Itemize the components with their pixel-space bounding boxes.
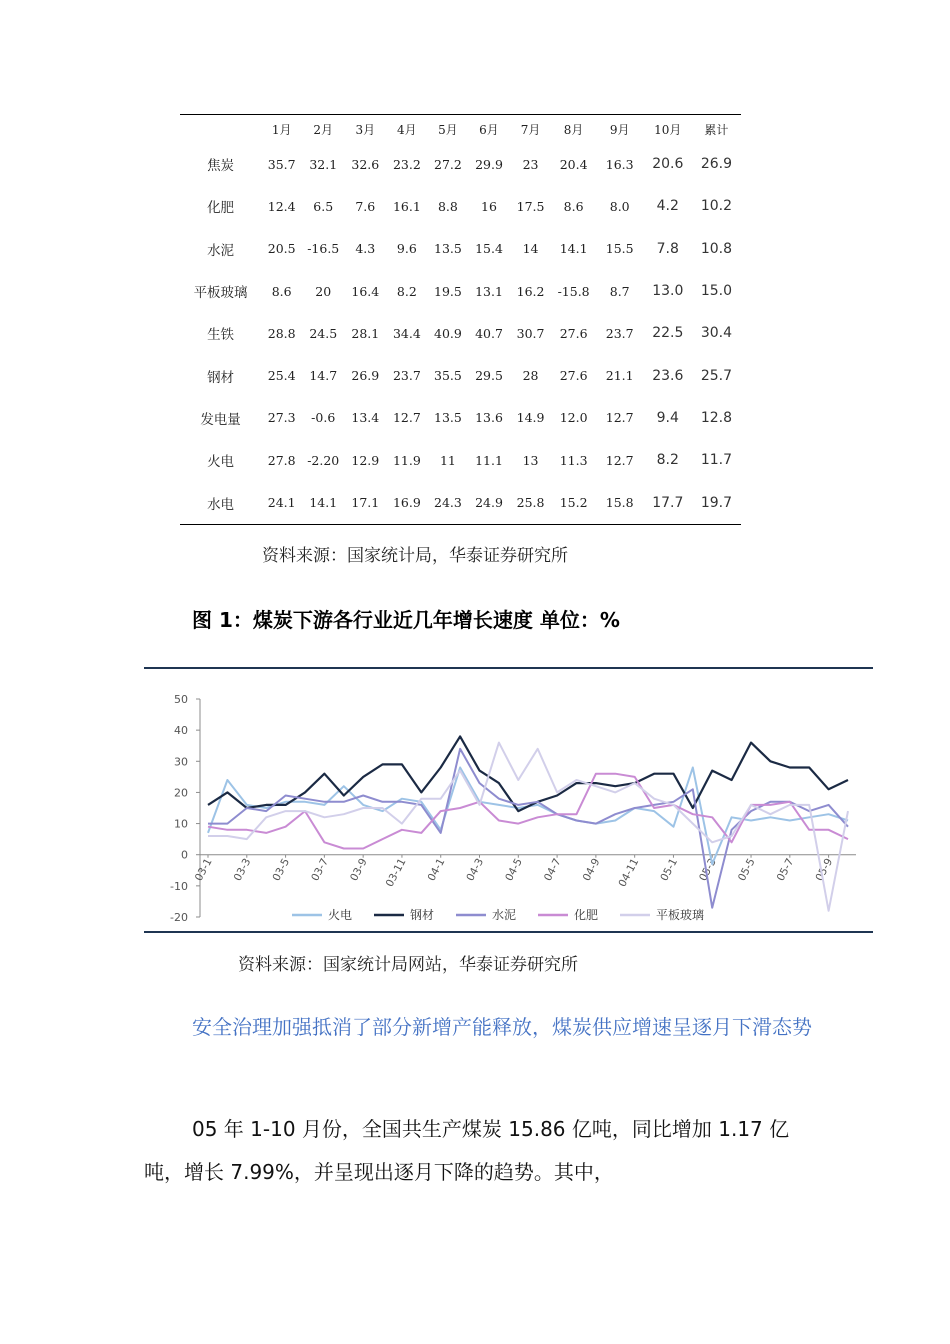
table-cell: 15.2 <box>559 495 588 511</box>
table-cell: 23.7 <box>605 325 634 341</box>
x-tick-label: 05-9 <box>813 856 836 884</box>
table-cell: 13.4 <box>351 410 380 426</box>
table-cell: 35.7 <box>267 156 296 172</box>
header-corner <box>180 115 261 143</box>
table-cell: 13.0 <box>652 283 684 300</box>
line-chart <box>144 667 873 933</box>
x-tick-label: 05-5 <box>735 856 758 884</box>
table-cell: 23.2 <box>392 156 421 172</box>
table-cell: 4.3 <box>355 241 376 257</box>
table-cell: 16.9 <box>392 495 421 511</box>
table-cell: 27.6 <box>559 325 588 341</box>
table-cell: 30.4 <box>700 325 732 342</box>
x-tick-label: 04-1 <box>425 856 448 884</box>
table-cell: 23.7 <box>392 368 421 384</box>
column-header: 9月 <box>609 122 630 137</box>
table-cell: 35.5 <box>434 368 462 384</box>
column-header: 3月 <box>355 122 376 137</box>
table-cell: 12.8 <box>700 409 732 426</box>
table-cell: 12.9 <box>351 452 380 468</box>
table-cell: 11.9 <box>392 452 421 468</box>
table-cell: 30.7 <box>516 325 545 341</box>
table-cell: 12.7 <box>605 410 634 426</box>
table-cell: -2.20 <box>307 452 340 468</box>
y-tick-label: 10 <box>174 817 188 831</box>
table-cell: -0.6 <box>311 410 336 426</box>
table-row <box>180 228 741 270</box>
table-cell: 19.5 <box>434 283 462 299</box>
table-cell: 12.0 <box>559 410 588 426</box>
legend-label: 钢材 <box>410 908 435 922</box>
row-label: 化肥 <box>207 200 235 217</box>
x-tick-label: 03-5 <box>270 856 293 884</box>
table-cell: 13 <box>522 452 539 468</box>
table-source-note: 资料来源：国家统计局，华泰证券研究所 <box>262 546 568 566</box>
legend-label: 化肥 <box>574 908 599 922</box>
table-row <box>180 312 741 354</box>
row-label: 水泥 <box>207 242 235 259</box>
row-label: 火电 <box>207 454 235 471</box>
table-cell: 40.9 <box>434 325 462 341</box>
table-cell: 23.6 <box>652 367 684 384</box>
table-cell: 16 <box>481 198 497 214</box>
table-cell: -16.5 <box>307 241 340 257</box>
table-cell: 10.2 <box>700 198 732 215</box>
table-cell: 14.1 <box>559 241 588 257</box>
table-cell: 34.4 <box>392 325 421 341</box>
series-line-3 <box>208 749 848 908</box>
table-cell: 11.1 <box>475 452 503 468</box>
table-cell: 11.3 <box>559 452 588 468</box>
table-cell: 8.7 <box>609 283 630 299</box>
x-tick-label: 04-5 <box>503 856 525 884</box>
table-cell: 24.9 <box>475 495 503 511</box>
table-header-row <box>180 115 741 143</box>
table-cell: 12.7 <box>392 410 421 426</box>
table-cell: 17.5 <box>516 198 545 214</box>
table-cell: 28.8 <box>267 325 296 341</box>
x-tick-label: 03-1 <box>192 856 215 884</box>
table-cell: 8.0 <box>609 198 630 214</box>
body-paragraph: 05 年 1-10 月份，全国共生产煤炭 15.86 亿吨，同比增加 1.17 亿吨，增长 7.99%，并呈现出逐月下降的趋势。其中， <box>144 1117 790 1184</box>
table-cell: 13.6 <box>475 410 503 426</box>
table-cell: 20 <box>315 283 332 299</box>
table-cell: 17.1 <box>351 495 380 511</box>
table-cell: 25.4 <box>267 368 296 384</box>
x-tick-label: 05-7 <box>774 856 797 884</box>
table-cell: 10.8 <box>700 240 732 257</box>
table-cell: 12.4 <box>267 198 296 214</box>
x-tick-label: 04-11 <box>616 856 642 890</box>
table-cell: 24.1 <box>267 495 296 511</box>
table-cell: 26.9 <box>351 368 380 384</box>
row-label: 钢材 <box>207 369 235 386</box>
table-row <box>180 143 741 185</box>
column-header: 5月 <box>438 122 458 137</box>
x-tick-label: 05-3 <box>697 856 719 884</box>
table-row <box>180 481 741 523</box>
table-cell: 29.9 <box>475 156 503 172</box>
table-cell: 13.1 <box>475 283 503 299</box>
table-cell: 29.5 <box>475 368 503 384</box>
column-header: 7月 <box>520 122 541 137</box>
table-cell: 6.5 <box>313 198 334 214</box>
table-cell: 15.5 <box>605 241 634 257</box>
table-cell: 15.4 <box>475 241 503 257</box>
table-cell: 13.5 <box>434 410 462 426</box>
chart-source-note: 资料来源：国家统计局网站，华泰证券研究所 <box>238 955 578 975</box>
table-cell: 11 <box>439 452 456 468</box>
table-cell: 14.9 <box>516 410 545 426</box>
row-label: 发电量 <box>200 411 241 428</box>
table-cell: 27.3 <box>267 410 296 426</box>
y-tick-label: 30 <box>174 755 188 769</box>
legend-label: 水泥 <box>492 908 517 922</box>
table-cell: 27.2 <box>434 156 462 172</box>
table-cell: 16.1 <box>392 198 421 214</box>
column-header: 累计 <box>704 122 729 137</box>
x-tick-label: 05-1 <box>658 856 681 884</box>
table-cell: 9.6 <box>396 241 417 257</box>
table-cell: 16.2 <box>516 283 545 299</box>
table-cell: 23 <box>522 156 539 172</box>
table-cell: 8.6 <box>563 198 584 214</box>
growth-table <box>180 115 741 524</box>
table-cell: 22.5 <box>652 325 684 342</box>
table-cell: 24.3 <box>434 495 462 511</box>
table-cell: 15.0 <box>700 283 732 300</box>
table-bottom-rule <box>180 524 741 525</box>
x-tick-label: 04-9 <box>580 856 603 884</box>
table-row <box>180 397 741 439</box>
table-cell: 19.7 <box>700 494 732 511</box>
row-label: 生铁 <box>207 327 235 344</box>
table-cell: 8.8 <box>437 198 458 214</box>
y-tick-label: 20 <box>174 786 188 800</box>
row-label: 水电 <box>207 496 235 513</box>
y-tick-label: -10 <box>170 879 188 893</box>
column-header: 1月 <box>271 122 292 137</box>
table-cell: 14.1 <box>309 495 338 511</box>
x-tick-label: 03-7 <box>309 856 332 884</box>
column-header: 6月 <box>479 122 499 137</box>
table-cell: 12.7 <box>605 452 634 468</box>
table-cell: 32.1 <box>309 156 338 172</box>
table-cell: 11.7 <box>700 452 732 469</box>
table-cell: 27.6 <box>559 368 588 384</box>
table-cell: 7.8 <box>656 240 679 257</box>
table-row <box>180 185 741 227</box>
table-cell: -15.8 <box>557 283 590 299</box>
x-tick-label: 03-9 <box>348 856 370 884</box>
table-cell: 27.8 <box>267 452 296 468</box>
chart-bottom-rule <box>144 931 873 933</box>
table-cell: 24.5 <box>309 325 338 341</box>
table-cell: 4.2 <box>656 198 679 215</box>
table-cell: 28 <box>522 368 539 384</box>
table-cell: 16.4 <box>351 283 380 299</box>
table-cell: 8.2 <box>396 283 417 299</box>
series-line-1 <box>208 768 848 865</box>
table-cell: 25.7 <box>700 367 732 384</box>
x-tick-label: 03-3 <box>231 856 254 884</box>
growth-table-block <box>180 114 741 525</box>
table-cell: 9.4 <box>656 409 679 426</box>
table-cell: 13.5 <box>434 241 462 257</box>
table-cell: 17.7 <box>652 494 684 511</box>
table-cell: 21.1 <box>605 368 634 384</box>
section-heading: 安全治理加强抵消了部分新增产能释放，煤炭供应增速呈逐月下滑态势 <box>192 1015 812 1039</box>
table-cell: 28.1 <box>351 325 380 341</box>
table-cell: 25.8 <box>516 495 545 511</box>
x-tick-label: 04-3 <box>464 856 487 884</box>
table-cell: 40.7 <box>475 325 503 341</box>
table-cell: 20.5 <box>267 241 296 257</box>
row-label: 焦炭 <box>207 158 235 175</box>
table-row <box>180 439 741 481</box>
table-cell: 7.6 <box>355 198 376 214</box>
column-header: 10月 <box>654 122 682 137</box>
legend-label: 火电 <box>328 908 353 922</box>
table-cell: 16.3 <box>605 156 634 172</box>
series-line-2 <box>208 736 848 811</box>
table-cell: 8.6 <box>271 283 292 299</box>
table-cell: 8.2 <box>656 452 679 469</box>
chart-svg <box>144 667 873 933</box>
y-tick-label: -20 <box>170 911 188 924</box>
x-tick-label: 04-7 <box>541 856 564 884</box>
table-cell: 20.6 <box>652 156 684 173</box>
y-tick-label: 0 <box>181 848 188 862</box>
column-header: 2月 <box>313 122 334 137</box>
y-tick-label: 50 <box>174 693 188 706</box>
table-row <box>180 354 741 396</box>
table-row <box>180 270 741 312</box>
x-tick-label: 03-11 <box>383 856 409 890</box>
table-cell: 26.9 <box>700 156 732 173</box>
y-tick-label: 40 <box>174 724 188 738</box>
table-cell: 32.6 <box>351 156 380 172</box>
table-cell: 20.4 <box>559 156 588 172</box>
table-cell: 14 <box>522 241 539 257</box>
table-cell: 15.8 <box>605 495 634 511</box>
series-line-5 <box>208 743 848 911</box>
table-cell: 14.7 <box>309 368 338 384</box>
figure-title: 图 1：煤炭下游各行业近几年增长速度 单位：% <box>192 608 620 632</box>
column-header: 4月 <box>397 122 417 137</box>
column-header: 8月 <box>563 122 584 137</box>
legend-label: 平板玻璃 <box>656 908 705 922</box>
row-label: 平板玻璃 <box>193 285 248 302</box>
